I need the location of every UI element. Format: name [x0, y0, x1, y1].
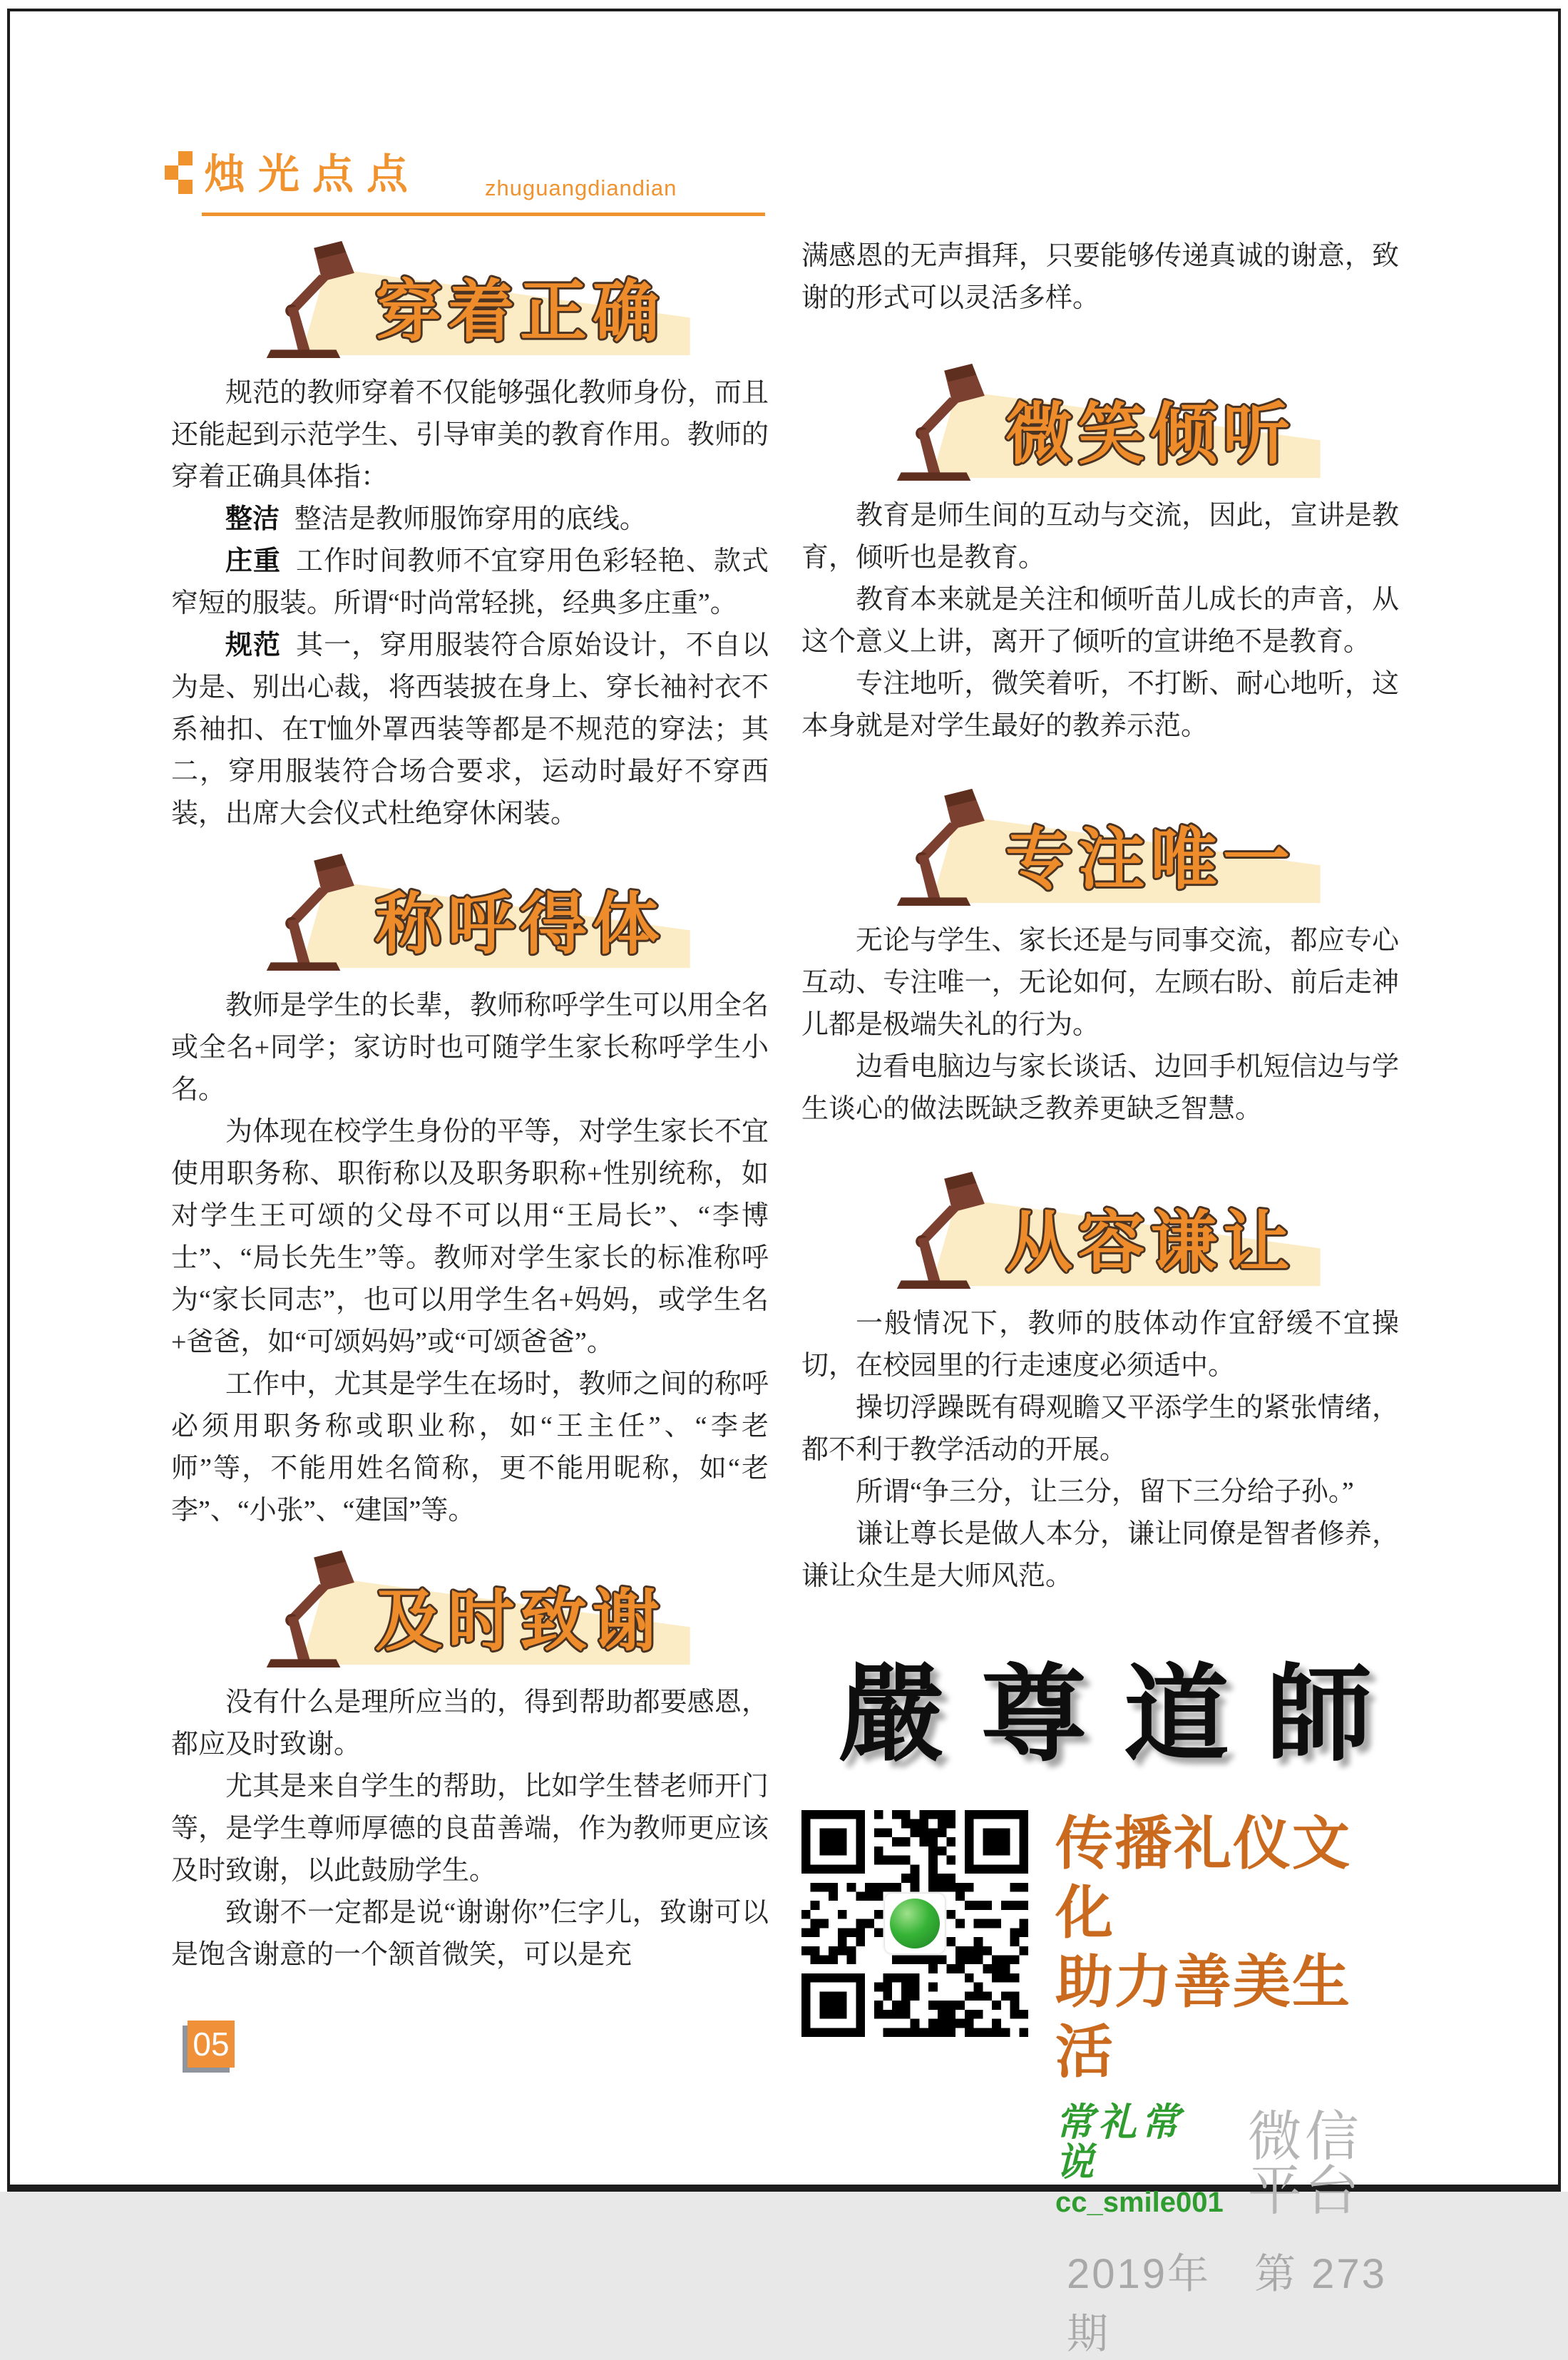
lead-word: 规范 [225, 630, 282, 660]
paragraph-text: 整洁是教师服饰穿用的底线。 [294, 504, 647, 534]
wechat-slogan-line1: 传播礼仪文化 [1055, 1812, 1352, 1946]
qr-code [801, 1810, 1028, 2037]
section-title: 微笑倾听 [1005, 396, 1296, 471]
column-subtitle: zhuguangdiandian [485, 175, 677, 200]
wechat-brand-script: 常礼常说 [1055, 2098, 1184, 2185]
section-title: 从容谦让 [1005, 1204, 1296, 1279]
body-paragraph: 所谓“争三分，让三分，留下三分给子孙。” [856, 1477, 1354, 1507]
body-paragraph: 规范的教师穿着不仅能够强化教师身份，而且还能起到示范学生、引导审美的教育作用。教师的穿着正确具体指： [171, 378, 769, 492]
section-header-dress [239, 240, 701, 359]
body-paragraph [171, 541, 769, 625]
section-title: 称呼得体 [375, 886, 665, 961]
column-title: 烛光点点 [204, 151, 421, 198]
desk-lamp-icon [239, 240, 701, 359]
section-title: 穿着正确 [375, 273, 665, 349]
section-header-focus [869, 787, 1331, 907]
wechat-platform-label: 微信平台 [1247, 2107, 1362, 2222]
body-paragraph: 教育本来就是关注和倾听苗儿成长的声音，从这个意义上讲，离开了倾听的宣讲绝不是教育。 [801, 585, 1399, 657]
body-paragraph [171, 625, 769, 835]
body-paragraph: 工作中，尤其是学生在场时，教师之间的称呼必须用职务称或职业称，如“王主任”、“李老师”等，不能用姓名简称，更不能用昵称，如“老李”、“小张”、“建国”等。 [171, 1369, 769, 1526]
body-paragraph [171, 499, 769, 541]
body-paragraph: 谦让尊长是做人本分，谦让同僚是智者修养，谦让众生是大师风范。 [801, 1519, 1399, 1591]
body-paragraph: 操切浮躁既有碍观瞻又平添学生的紧张情绪，都不利于教学活动的开展。 [801, 1393, 1399, 1465]
wechat-promo-block [801, 1810, 1399, 2360]
section-header-calm [869, 1170, 1331, 1290]
calligraphy-shi-dao-zun-yan: 嚴尊道師 [839, 1652, 1409, 1776]
lead-word: 庄重 [225, 546, 282, 576]
masthead [163, 147, 769, 222]
left-column [171, 235, 769, 1976]
paragraph-text: 工作时间教师不宜穿用色彩轻艳、款式窄短的服装。所谓“时尚常轻挑，经典多庄重”。 [171, 546, 769, 618]
desk-lamp-icon [239, 1549, 701, 1669]
wechat-account-id: cc_smile001 [1055, 2187, 1224, 2219]
body-paragraph: 为体现在校学生身份的平等，对学生家长不宜使用职务称、职衔称以及职务职称+性别统称，如对学生王可颂的父母不可以用“王局长”、“李博士”、“局长先生”等。教师对学生家长的标准称呼为“家长同志”，也可以用学生名+妈妈，或学生名+爸爸，如“可颂妈妈”或“可颂爸爸”。 [171, 1117, 769, 1357]
wechat-slogan-line2: 助力善美生活 [1055, 1951, 1352, 2085]
desk-lamp-icon [869, 1170, 1331, 1290]
desk-lamp-icon [869, 362, 1331, 482]
body-paragraph: 一般情况下，教师的肢体动作宜舒缓不宜操切，在校园里的行走速度必须适中。 [801, 1309, 1399, 1381]
body-paragraph: 教师是学生的长辈，教师称呼学生可以用全名或全名+同学；家访时也可随学生家长称呼学生小名。 [171, 991, 769, 1105]
body-paragraph: 致谢不一定都是说“谢谢你”仨字儿，致谢可以是饱含谢意的一个颔首微笑，可以是充 [171, 1898, 769, 1970]
body-paragraph: 尤其是来自学生的帮助，比如学生替老师开门等，是学生尊师厚德的良苗善端，作为教师更应该及时致谢，以此鼓励学生。 [171, 1772, 769, 1886]
body-paragraph: 没有什么是理所应当的，得到帮助都要感恩，都应及时致谢。 [171, 1687, 769, 1759]
body-paragraph: 教育是师生间的互动与交流，因此，宣讲是教育，倾听也是教育。 [801, 501, 1399, 573]
desk-lamp-icon [239, 852, 701, 972]
issue-number: 2019年 第 273期 [1067, 2251, 1387, 2358]
section-title: 及时致谢 [375, 1583, 665, 1658]
page-number-badge: 05 [188, 2021, 235, 2068]
wechat-text-block [1055, 1810, 1399, 2360]
lead-word: 整洁 [225, 504, 280, 534]
section-header-listen [869, 362, 1331, 482]
right-column [801, 235, 1409, 2360]
paragraph-text: 其一，穿用服装符合原始设计，不自以为是、别出心裁，将西装披在身上、穿长袖衬衣不系袖扣、在T恤外罩西装等都是不规范的穿法；其二，穿用服装符合场合要求，运动时最好不穿西装，出席大会仪式杜绝穿休闲装。 [171, 630, 769, 829]
body-paragraph: 无论与学生、家长还是与同事交流，都应专心互动、专注唯一，无论如何，左顾右盼、前后走神儿都是极端失礼的行为。 [801, 926, 1399, 1040]
section-title: 专注唯一 [1005, 821, 1296, 897]
body-paragraph: 边看电脑边与家长谈话、边回手机短信边与学生谈心的做法既缺乏教养更缺乏智慧。 [801, 1052, 1399, 1124]
desk-lamp-icon [869, 787, 1331, 907]
green-globe-logo [885, 1894, 945, 1953]
body-paragraph: 专注地听，微笑着听，不打断、耐心地听，这本身就是对学生最好的教养示范。 [801, 669, 1399, 741]
section-header-naming [239, 852, 701, 972]
section-header-thanks [239, 1549, 701, 1669]
body-paragraph-continuation: 满感恩的无声揖拜，只要能够传递真诚的谢意，致谢的形式可以灵活多样。 [801, 241, 1399, 313]
masthead-underline [202, 213, 765, 216]
